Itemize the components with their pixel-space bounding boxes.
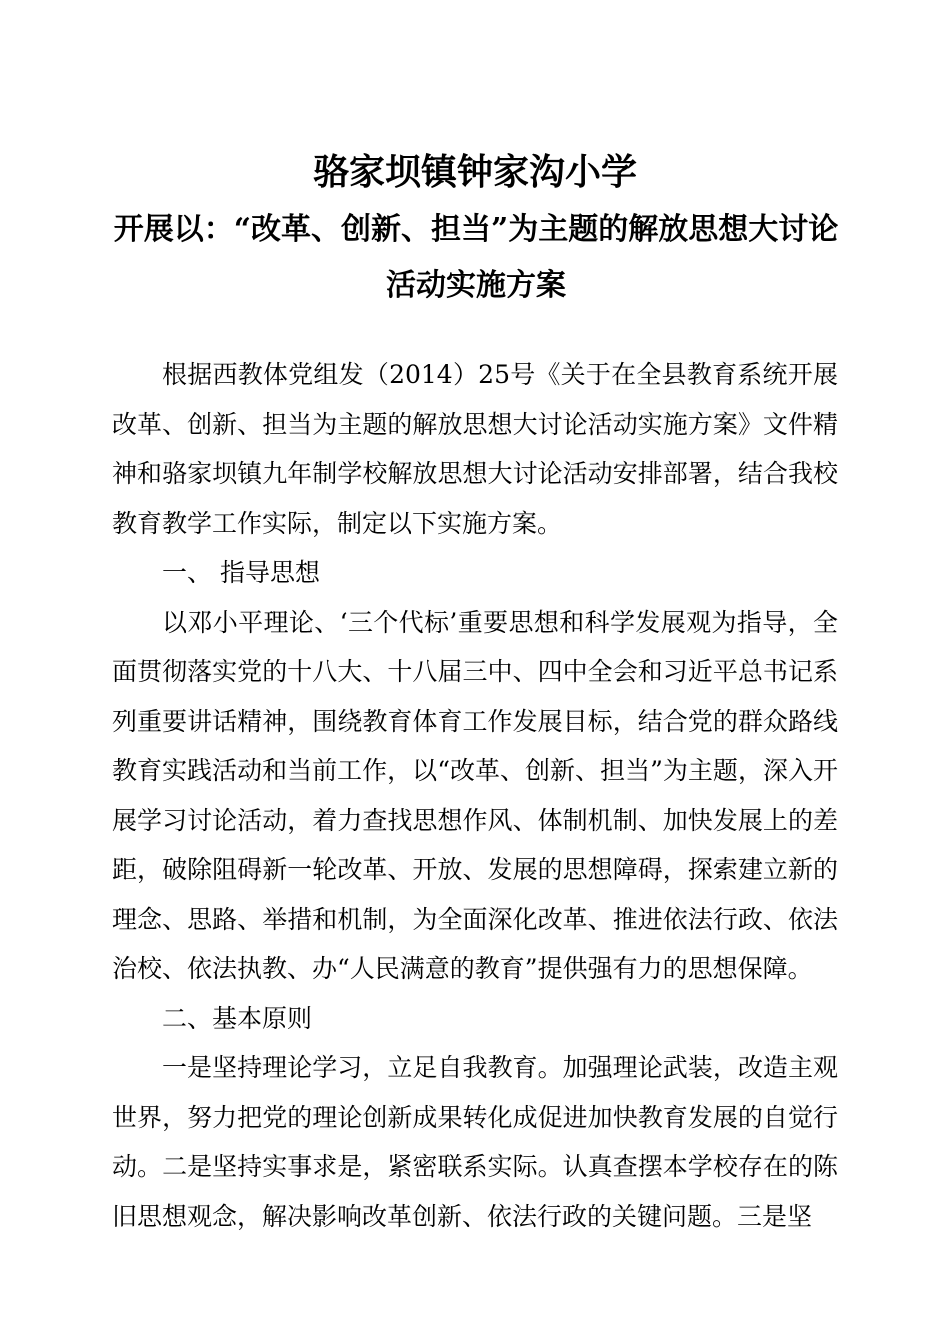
basic-principles-paragraph: 一是坚持理论学习，立足自我教育。加强理论武装，改造主观世界，努力把党的理论创新成果转化成促进加快教育发展的自觉行动。二是坚持实事求是，紧密联系实际。认真查摆本学校存在的陈旧思想观念，解决影响改革创新、依法行政的关键问题。三是坚	[112, 1053, 838, 1231]
document-body	[112, 350, 838, 1241]
guiding-ideology-paragraph: 以邓小平理论、‘三个代标’重要思想和科学发展观为指导，全面贯彻落实党的十八大、十八届三中、四中全会和习近平总书记系列重要讲话精神，围绕教育体育工作发展目标，结合党的群众路线教育实践活动和当前工作，以“改革、创新、担当”为主题，深入开展学习讨论活动，着力查找思想作风、体制机制、加快发展上的差距，破除阻碍新一轮改革、开放、发展的思想障碍，探索建立新的理念、思路、举措和机制，为全面深化改革、推进依法行政、依法治校、依法执教、办“人民满意的教育”提供强有力的思想保障。	[112, 607, 838, 983]
intro-paragraph: 根据西教体党组发（2014）25号《关于在全县教育系统开展改革、创新、担当为主题的解放思想大讨论活动实施方案》文件精神和骆家坝镇九年制学校解放思想大讨论活动安排部署，结合我校教育教学工作实际，制定以下实施方案。	[112, 360, 838, 538]
document-subtitle: 开展以：“改革、创新、担当”为主题的解放思想大讨论活动实施方案	[113, 212, 839, 303]
document-title: 骆家坝镇钟家沟小学	[312, 151, 637, 193]
section-heading-basic-principles: 二、基本原则	[162, 1003, 313, 1033]
section-heading-guiding-ideology: 一、 指导思想	[162, 558, 320, 587]
